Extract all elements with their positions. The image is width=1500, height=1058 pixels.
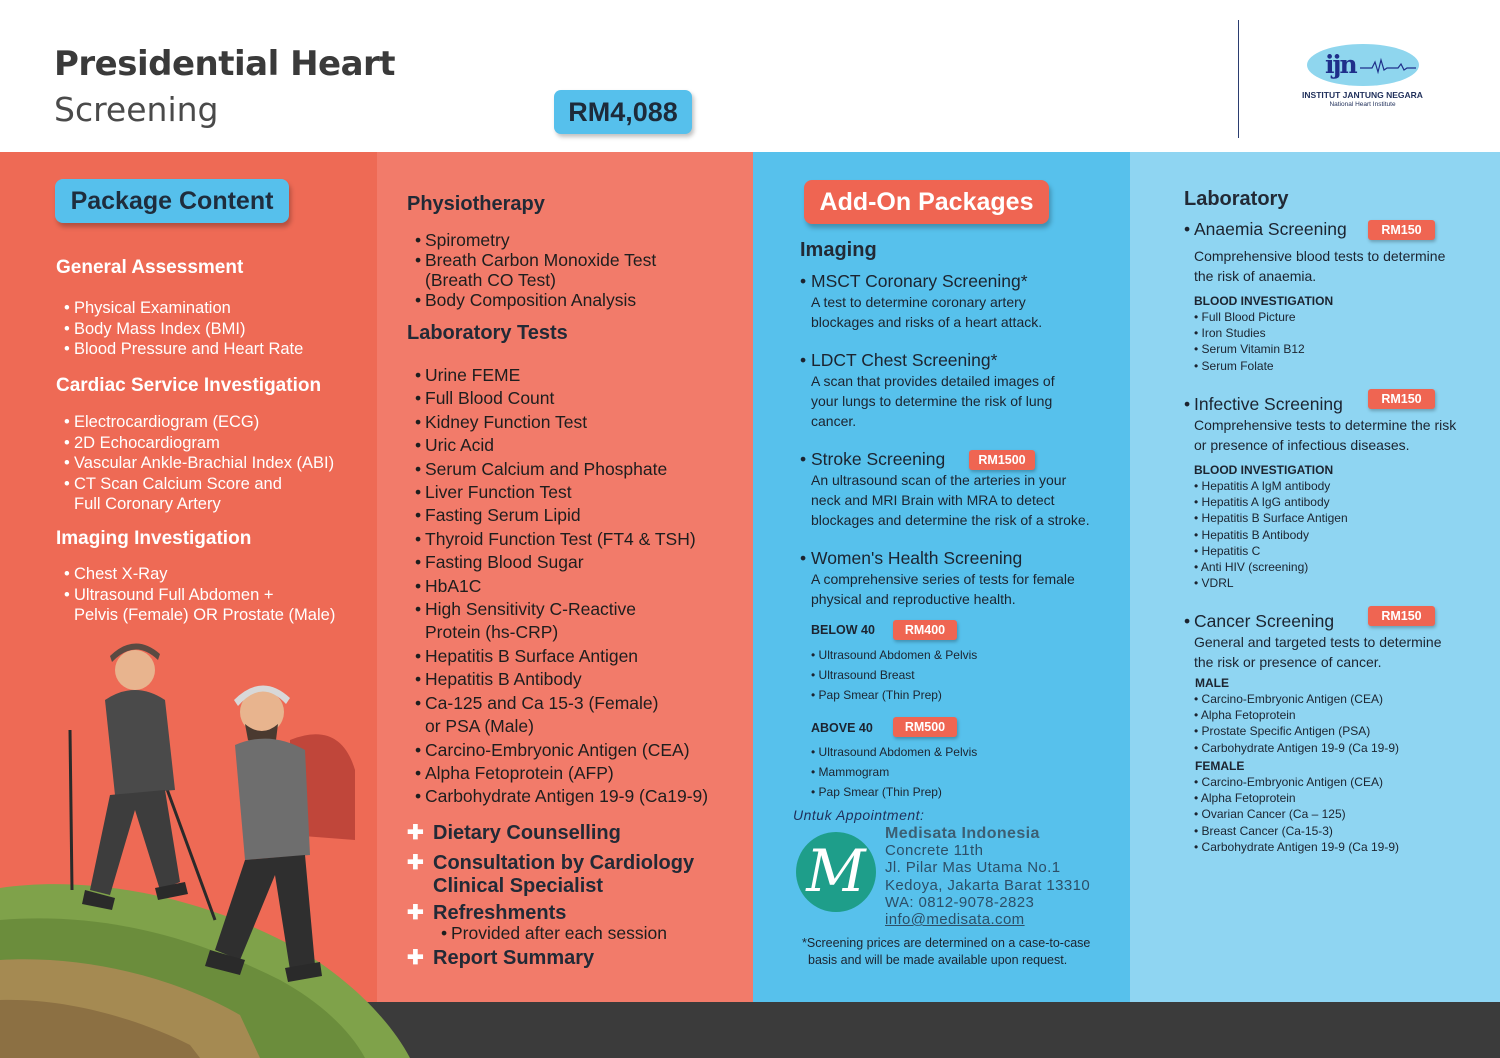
- addon-packages-heading: Add-On Packages: [804, 180, 1049, 224]
- anaemia-blood-label: BLOOD INVESTIGATION: [1194, 294, 1334, 308]
- list-item: • Ca-125 and Ca 15-3 (Female): [415, 692, 659, 713]
- list-item: • Anti HIV (screening): [1194, 560, 1309, 575]
- list-item: • Prostate Specific Antigen (PSA): [1194, 724, 1371, 739]
- page-title: Presidential Heart: [54, 44, 396, 84]
- list-item: • Kidney Function Test: [415, 411, 588, 432]
- female-label: FEMALE: [1195, 759, 1245, 773]
- plus-icon: ✚: [407, 822, 424, 844]
- cancer-title: • Cancer Screening: [1184, 611, 1335, 631]
- ijn-logo: [1290, 44, 1435, 114]
- list-item: • Body Mass Index (BMI): [64, 319, 246, 338]
- list-item: • Hepatitis A IgM antibody: [1194, 479, 1331, 493]
- logo-mark: ijn: [1325, 50, 1356, 79]
- above-40-price-tag: RM500: [893, 717, 957, 737]
- list-item: • Hepatitis B Antibody: [415, 669, 582, 690]
- list-item: • Hepatitis B Surface Antigen: [415, 645, 639, 666]
- list-item: • Serum Calcium and Phosphate: [415, 458, 668, 479]
- anaemia-desc: Comprehensive blood tests to determine the risk of anaemia.: [1194, 248, 1446, 284]
- infective-title: • Infective Screening: [1184, 394, 1343, 414]
- list-item-continuation: (Breath CO Test): [425, 270, 556, 290]
- list-item: • CT Scan Calcium Score and: [64, 474, 282, 493]
- ldct-desc: A scan that provides detailed images of your lungs to determine the risk of lung cancer.: [811, 373, 1055, 429]
- list-item: • Carcino-Embryonic Antigen (CEA): [415, 739, 690, 760]
- infective-desc: Comprehensive tests to determine the risk or presence of infectious diseases.: [1194, 417, 1457, 453]
- list-item: • Ultrasound Full Abdomen +: [64, 585, 274, 604]
- imaging-title: Imaging: [800, 239, 877, 261]
- general-assessment-list: [64, 298, 303, 360]
- list-item-continuation: Pelvis (Female) OR Prostate (Male): [74, 606, 336, 624]
- price-disclaimer: *Screening prices are determined on a case-to-case basis and will be made available upon request.: [802, 936, 1091, 967]
- infective-blood-label: BLOOD INVESTIGATION: [1194, 463, 1334, 477]
- imaging-investigation-title: Imaging Investigation: [56, 528, 252, 549]
- list-item: • Fasting Serum Lipid: [415, 505, 581, 526]
- logo-subname: National Heart Institute: [1329, 101, 1396, 108]
- anaemia-price-tag: RM150: [1368, 220, 1435, 240]
- list-item: • Carbohydrate Antigen 19-9 (Ca19-9): [415, 786, 709, 807]
- list-item: • Blood Pressure and Heart Rate: [64, 340, 304, 358]
- list-item: • Physical Examination: [64, 299, 231, 317]
- email-link[interactable]: info@medisata.com: [885, 911, 1025, 929]
- below-40-list: [811, 645, 977, 705]
- anaemia-list: [1194, 309, 1305, 374]
- company-name: Medisata Indonesia: [885, 825, 1040, 842]
- plus-icon: ✚: [407, 852, 424, 874]
- msct-title: • MSCT Coronary Screening*: [800, 271, 1028, 291]
- refreshments-note: • Provided after each session: [441, 923, 667, 943]
- list-item: • Mammogram: [811, 765, 890, 779]
- heartbeat-icon: [1360, 56, 1416, 76]
- imaging-investigation-list: [64, 564, 335, 626]
- hikers-illustration: [0, 620, 420, 1058]
- cancer-price-tag: RM150: [1368, 606, 1435, 626]
- refreshments: ✚ Refreshments: [407, 902, 567, 924]
- msct-desc: A test to determine coronary artery blockages and risks of a heart attack.: [811, 294, 1043, 330]
- list-item-continuation: Protein (hs-CRP): [425, 622, 559, 643]
- report-summary: ✚ Report Summary: [407, 947, 595, 969]
- list-item-continuation: Full Coronary Artery: [74, 495, 221, 513]
- consultation-cardiology: ✚ Consultation by Cardiology: [407, 852, 695, 874]
- list-item: • High Sensitivity C-Reactive: [415, 599, 637, 620]
- price-badge: RM4,088: [554, 90, 692, 134]
- list-item: • Fasting Blood Sugar: [415, 552, 584, 573]
- list-item: • Chest X-Ray: [64, 565, 168, 583]
- plus-icon: ✚: [407, 947, 424, 969]
- medisata-logo: M: [796, 832, 876, 912]
- list-item: • Breast Cancer (Ca-15-3): [1194, 823, 1333, 838]
- package-content-heading: Package Content: [55, 179, 289, 223]
- above-40-list: [811, 742, 977, 802]
- physiotherapy-title: Physiotherapy: [407, 193, 545, 215]
- list-item: • Breath Carbon Monoxide Test: [415, 250, 657, 270]
- infective-list: [1194, 478, 1348, 591]
- list-item: • Pap Smear (Thin Prep): [811, 785, 942, 799]
- laboratory-tests-title: Laboratory Tests: [407, 322, 568, 344]
- list-item: • Alpha Fetoprotein: [1194, 791, 1296, 806]
- address-line: Concrete 11th: [885, 842, 984, 860]
- appointment-heading: Untuk Appointment:: [793, 807, 925, 823]
- list-item: • Carcino-Embryonic Antigen (CEA): [1194, 775, 1383, 789]
- cardiac-investigation-list: [64, 412, 334, 515]
- list-item: • Hepatitis B Surface Antigen: [1194, 511, 1348, 526]
- ldct-title: • LDCT Chest Screening*: [800, 350, 998, 370]
- stroke-desc: An ultrasound scan of the arteries in your neck and MRI Brain with MRA to detect blockages and determine the risk of a stroke.: [811, 472, 1090, 528]
- list-item: • Iron Studies: [1194, 326, 1266, 341]
- list-item: • Spirometry: [415, 230, 510, 250]
- list-item: • Full Blood Picture: [1194, 310, 1296, 324]
- infective-price-tag: RM150: [1368, 389, 1435, 409]
- list-item: • Alpha Fetoprotein (AFP): [415, 762, 614, 783]
- address-line: Jl. Pilar Mas Utama No.1: [885, 859, 1061, 877]
- cancer-desc: General and targeted tests to determine the risk or presence of cancer.: [1194, 634, 1442, 670]
- list-item: • Full Blood Count: [415, 388, 555, 409]
- list-item: • Thyroid Function Test (FT4 & TSH): [415, 528, 696, 549]
- list-item: • Ultrasound Abdomen & Pelvis: [811, 745, 978, 759]
- anaemia-title: • Anaemia Screening: [1184, 219, 1347, 239]
- list-item: • Body Composition Analysis: [415, 290, 637, 310]
- female-list: [1194, 774, 1399, 855]
- list-item: • Serum Folate: [1194, 358, 1274, 373]
- below-40-label: BELOW 40: [811, 623, 875, 637]
- stroke-title: • Stroke Screening: [800, 449, 946, 469]
- male-label: MALE: [1195, 676, 1229, 690]
- address-line: Kedoya, Jakarta Barat 13310: [885, 876, 1091, 894]
- cardiac-investigation-title: Cardiac Service Investigation: [56, 375, 322, 396]
- list-item: • Uric Acid: [415, 435, 495, 456]
- list-item: • VDRL: [1194, 576, 1234, 591]
- list-item: • Vascular Ankle-Brachial Index (ABI): [64, 454, 335, 472]
- dietary-counselling: ✚ Dietary Counselling: [407, 822, 621, 844]
- list-item: • HbA1C: [415, 575, 482, 596]
- above-40-label: ABOVE 40: [811, 721, 873, 735]
- male-list: [1194, 691, 1399, 756]
- list-item: • Hepatitis B Antibody: [1194, 527, 1309, 542]
- plus-icon: ✚: [407, 902, 424, 924]
- list-item: • Ovarian Cancer (Ca – 125): [1194, 807, 1346, 822]
- list-item: • Serum Vitamin B12: [1194, 342, 1305, 357]
- womens-health-desc: A comprehensive series of tests for female physical and reproductive health.: [811, 571, 1075, 607]
- contact-block: [885, 825, 1090, 928]
- consultation-cardiology-continuation: Clinical Specialist: [433, 875, 604, 897]
- list-item: • Alpha Fetoprotein: [1194, 708, 1296, 723]
- list-item: • Hepatitis A IgG antibody: [1194, 495, 1330, 510]
- laboratory-title: Laboratory: [1184, 188, 1289, 210]
- whatsapp-number[interactable]: WA: 0812-9078-2823: [885, 893, 1035, 911]
- list-item-continuation: or PSA (Male): [425, 716, 534, 737]
- list-item: • Pap Smear (Thin Prep): [811, 688, 942, 702]
- header-divider: [1238, 20, 1239, 138]
- list-item: • Urine FEME: [415, 365, 521, 385]
- logo-name: INSTITUT JANTUNG NEGARA: [1302, 90, 1423, 100]
- stroke-price-tag: RM1500: [969, 450, 1035, 470]
- list-item: • Carbohydrate Antigen 19-9 (Ca 19-9): [1194, 740, 1399, 755]
- physiotherapy-list: [415, 230, 656, 310]
- list-item: • Ultrasound Breast: [811, 668, 915, 682]
- list-item: • Carcino-Embryonic Antigen (CEA): [1194, 692, 1383, 706]
- list-item: • Ultrasound Abdomen & Pelvis: [811, 648, 978, 662]
- list-item: • Liver Function Test: [415, 482, 572, 503]
- below-40-price-tag: RM400: [893, 620, 957, 640]
- general-assessment-title: General Assessment: [56, 257, 244, 278]
- page-subtitle: Screening: [54, 90, 219, 129]
- list-item: • Electrocardiogram (ECG): [64, 413, 260, 431]
- womens-health-title: • Women's Health Screening: [800, 548, 1023, 568]
- laboratory-tests-list: [415, 364, 708, 809]
- list-item: • 2D Echocardiogram: [64, 433, 220, 452]
- list-item: • Carbohydrate Antigen 19-9 (Ca 19-9): [1194, 839, 1399, 854]
- header: [0, 0, 1500, 152]
- list-item: • Hepatitis C: [1194, 543, 1261, 558]
